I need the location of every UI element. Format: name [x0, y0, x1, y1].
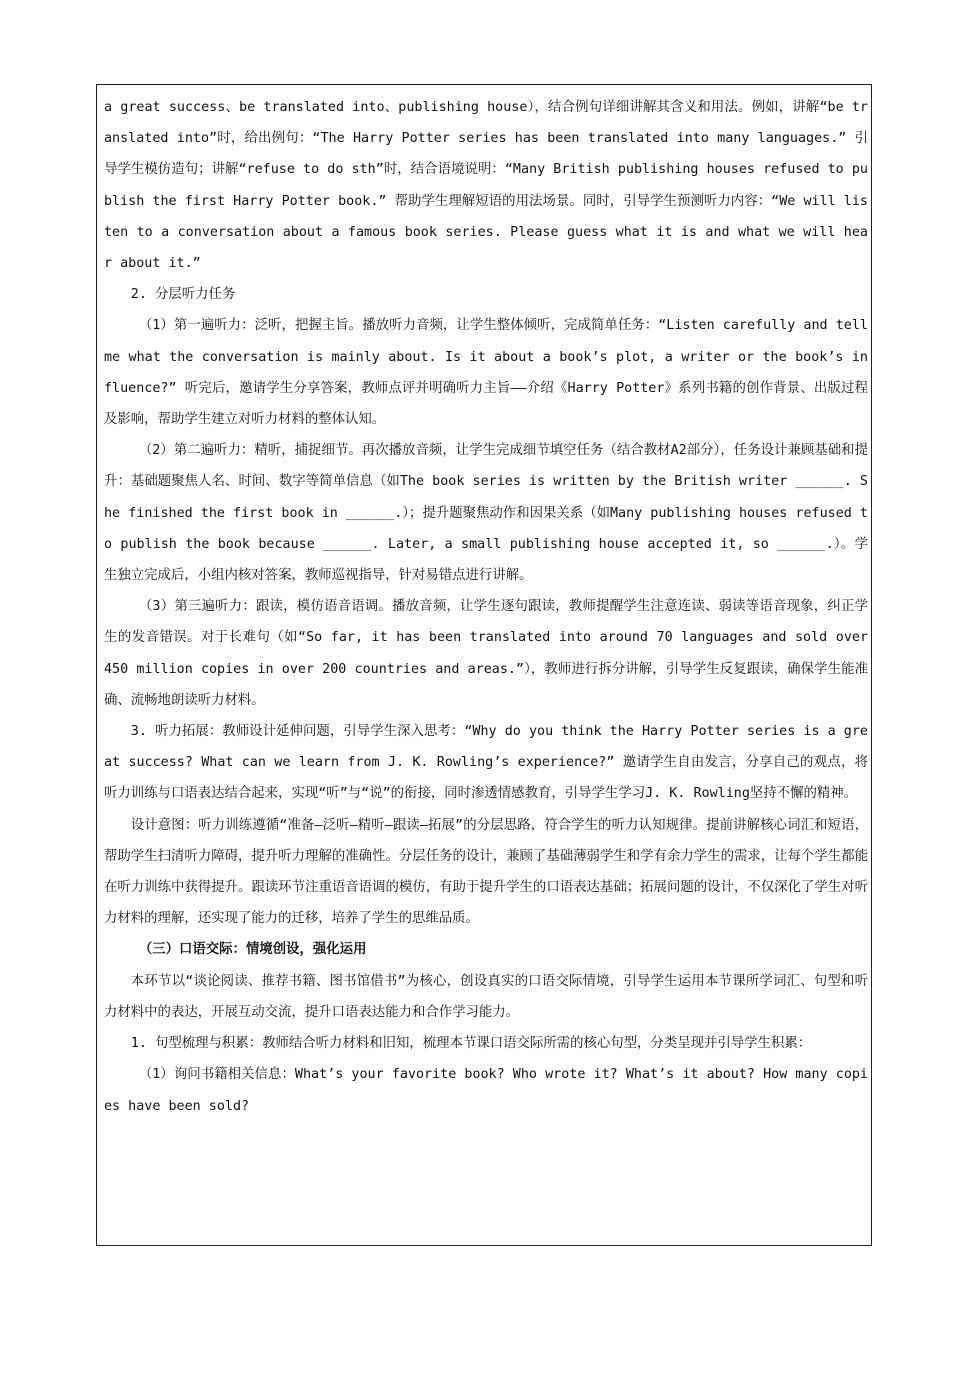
paragraph-first-listening: （1）第一遍听力：泛听，把握主旨。播放听力音频，让学生整体倾听，完成简单任务：“Listen carefully and tell me what the conversation is mainly about. Is it about a book’s plot, a writer or the book’s influence?” 听完后，邀请学生分享答案，教师点评并明确听力主旨——介绍《Harry Potter》系列书籍的创作背景、出版过程及影响，帮助学生建立对听力材料的整体认知。 — [104, 318, 868, 428]
document-body — [104, 92, 868, 1122]
paragraph-listening-extension: 3. 听力拓展：教师设计延伸问题，引导学生深入思考：“Why do you think the Harry Potter series is a great success? What can we learn from J. K. Rowling’s experience?” 邀请学生自由发言，分享自己的观点，将听力训练与口语表达结合起来，实现“听”与“说”的衔接，同时渗透情感教育，引导学生学习J. K. Rowling坚持不懈的精神。 — [104, 724, 868, 802]
paragraph-oral-intro: 本环节以“谈论阅读、推荐书籍、图书馆借书”为核心，创设真实的口语交际情境，引导学生运用本节课所学词汇、句型和听力材料中的表达，开展互动交流，提升口语表达能力和合作学习能力。 — [104, 973, 868, 1020]
paragraph-design-intent: 设计意图：听力训练遵循“准备—泛听—精听—跟读—拓展”的分层思路，符合学生的听力认知规律。提前讲解核心词汇和短语，帮助学生扫清听力障碍，提升听力理解的准确性。分层任务的设计，兼顾了基础薄弱学生和学有余力学生的需求，让每个学生都能在听力训练中获得提升。跟读环节注重语音语调的模仿，有助于提升学生的口语表达基础；拓展问题的设计，不仅深化了学生对听力材料的理解，还实现了能力的迁移，培养了学生的思维品质。 — [104, 817, 868, 927]
paragraph-third-listening: （3）第三遍听力：跟读，模仿语音语调。播放音频，让学生逐句跟读，教师提醒学生注意连读、弱读等语音现象，纠正学生的发音错误。对于长难句（如“So far, it has been translated into around 70 languages and sold over 450 million copies in over 200 countries and areas.”），教师进行拆分讲解，引导学生反复跟读，确保学生能准确、流畅地朗读听力材料。 — [104, 599, 868, 708]
paragraph-sentence-patterns: 1. 句型梳理与积累：教师结合听力材料和旧知，梳理本节课口语交际所需的核心句型，分类呈现并引导学生积累： — [130, 1036, 812, 1052]
paragraph-vocab-explanation: a great success、be translated into、publishing house），结合例句详细讲解其含义和用法。例如，讲解“be translated into”时，给出例句：“The Harry Potter series has been translated into many languages.” 引导学生模仿造句；讲解“refuse to do sth”时，结合语境说明：“Many British publishing houses refused to publish the first Harry Potter book.” 帮助学生理解短语的用法场景。同时，引导学生预测听力内容：“We will listen to a conversation about a famous book series. Please guess what it is and what we will hear about it.” — [104, 100, 868, 272]
paragraph-second-listening: （2）第二遍听力：精听，捕捉细节。再次播放音频，让学生完成细节填空任务（结合教材A2部分），任务设计兼顾基础和提升：基础题聚焦人名、时间、数字等简单信息（如The book series is written by the British writer ______. She finished the first book in ______.）；提升题聚焦动作和因果关系（如Many publishing houses refused to publish the book because ______. Later, a small publishing house accepted it, so ______.）。学生独立完成后，小组内核对答案，教师巡视指导，针对易错点进行讲解。 — [104, 443, 868, 584]
paragraph-layered-listening-title: 2. 分层听力任务 — [130, 287, 236, 303]
section-heading-oral-communication: （三）口语交际：情境创设，强化运用 — [138, 942, 367, 958]
paragraph-ask-book-info: （1）询问书籍相关信息：What’s your favorite book? Who wrote it? What’s it about? How many copies have been sold? — [104, 1067, 868, 1114]
